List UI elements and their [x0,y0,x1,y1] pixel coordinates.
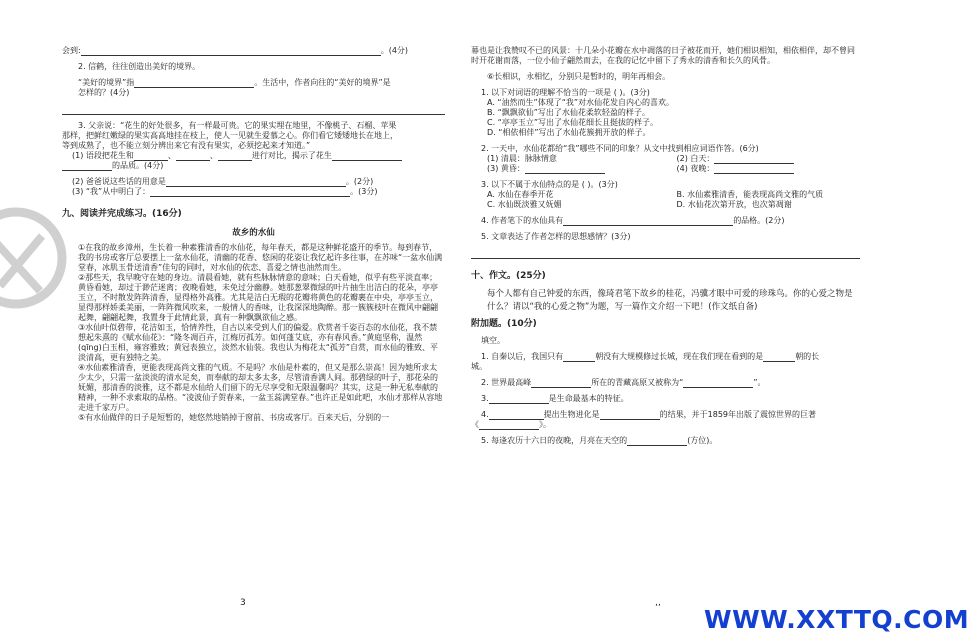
site-watermark: WWW.XXTTQ.COM [704,605,969,634]
option-a[interactable]: A. “油然而生”体现了“我”对水仙花发自内心的喜欢。 [487,98,674,107]
option-c[interactable]: C. 水仙既淡雅又妩媚 [487,200,562,209]
q2-part-b: 。生活中，作者向往的“美好的境界”是 [254,78,391,87]
question-3: 3. 以下不属于水仙特点的是 ( )。(3分) [481,180,618,189]
answer-line[interactable] [627,436,687,446]
bonus-q4-tail [471,420,860,430]
answer-line[interactable] [150,187,350,197]
fill-instruction: 填空。 [481,336,505,346]
question-5: 5. 文章表达了作者怎样的思想感情？(3分) [481,232,631,241]
b2-text-a: 2. 世界最高峰 [481,378,532,388]
answer-line[interactable] [763,352,795,362]
b1-text-c: 朝的长 [795,352,820,362]
answer-line[interactable] [600,410,660,420]
q3-sub-3 [62,187,445,197]
answer-line[interactable] [176,151,210,161]
bonus-q5 [471,436,860,446]
b3-text: 是生命最基本的特征。 [548,394,629,404]
question-2-blank [62,78,445,88]
answer-line[interactable] [489,394,549,404]
answer-line[interactable] [563,216,733,226]
option-d[interactable]: D. “相依相伴”写出了水仙花簇拥开放的样子。 [487,128,651,137]
option-b[interactable]: B. “飘飘欲仙”写出了水仙花柔软轻盈的样子。 [487,108,650,117]
b2-text-b: 所在的青藏高原又被称为“ [591,378,684,388]
answer-line[interactable] [525,164,605,174]
b4-open-quote: 《 [471,420,479,430]
b1-text-b: 朝没有大规模修过长城，现在我们现在看到的是 [595,352,764,362]
option-b[interactable]: B. 水仙素雅清香，能表现高尚文雅的气质 [676,190,824,199]
answer-line[interactable] [714,164,794,174]
q2-3-label: (3) 黄昏： [487,164,525,173]
q2-item-3 [487,164,671,174]
q2-item-2 [677,154,861,164]
answer-line[interactable] [479,420,539,430]
left-column [62,46,445,423]
answer-line[interactable] [134,151,168,161]
answer-line[interactable] [489,410,544,420]
bonus-q1 [471,352,860,362]
b4-text-b: 提出生物进化是 [543,410,600,420]
q3-1-text: (1) 语段把花生和 [72,151,134,160]
q2-part-a: “美好的境界”指 [78,78,135,87]
b4-num: 4. [481,410,489,420]
answer-line[interactable] [332,151,402,161]
meet-label: 会到: [62,46,81,55]
bonus-q4 [471,410,860,420]
q3-sub-1: (1) 语段把花生和 、 、 进行对比，揭示了花生 [62,151,445,161]
story-paragraph: ⑤有水仙做伴的日子是短暂的，她悠然地销掉于窗前、书房或客厅。百来天后，分别的一 [78,412,390,422]
story-paragraph: ④水仙素雅清香，更能表现高尚文雅的气质。不是吗？水仙是朴素的，但又是那么崇高！因为她所求太少太少，只需一盆淡淡的清水足矣，而奉献的却太多太多，尽管清香满人间。那碧绿的叶子，那花朵的妩媚，那清香的淡雅，这不都是水仙给人们留下的无尽享受和无限温馨吗？其实，这是一种无私奉献的精神，一种不求索取的品格。“凌波仙子贺春来，一盆玉蕊满堂春。”也许正是如此吧，水仙才那样从容地走进千家万户。 [78,362,443,412]
b3-num: 3. [481,394,489,404]
question-2-tail: 怎样的？(4分) [78,88,130,97]
page-mark: ‚‚ [655,598,661,608]
b4-text-c: 的结果，并于1859年出版了震惊世界的巨著 [659,410,816,420]
section-9-heading: 九、阅读并完成练习。(16分) [62,209,182,219]
meet-line [62,46,445,56]
answer-line[interactable] [531,378,591,388]
b1-text-a: 1. 自秦以后，我国只有 [481,352,564,362]
q3-3-text: (3) “我”从中明白了： [72,187,151,196]
option-c[interactable]: C. “亭亭玉立”写出了水仙花细长且挺拔的样子。 [487,118,658,127]
option-d[interactable]: D. 水仙花次第开放，也次第凋谢 [676,200,792,209]
answer-line[interactable] [134,78,254,88]
bonus-q1-tail: 城。 [471,362,487,372]
bonus-q2 [471,378,860,388]
story-paragraph: ①在我的故乡漳州，生长着一种素雅清香的水仙花，每年春天，都是这种鲜花盛开的季节。每到春节，我的书房或客厅总要摆上一盆水仙花，清幽的花香、悠闲的花姿让我忆起许多往事，在苏味“一盆水仙满堂春，冰肌玉骨送清香”佳句的同时，对水仙的依恋、喜爱之情也油然而生。 [78,242,443,272]
question-1: 1. 以下对词语的理解不恰当的一项是 ( )。(3分) [481,88,650,97]
section-10-heading: 十、作文。(25分) [471,271,546,281]
option-a[interactable]: A. 水仙在春季开花 [487,190,554,199]
answer-line[interactable] [563,352,595,362]
story-paragraph: ③水仙叶似碧带，花洁如玉，恰情养性，自古以来受到人们的偏爱。欣赏者千姿百态的水仙花，我不禁想起朱熹的《赋水仙花》：“隆冬凋百卉，江梅厉孤芳。如何蓬艾底，亦有春风香。”黄庭坚称，温然(qīng)白玉相，雍容雅致；黄冠表独立，淡然水仙装。我也认为梅花太“孤芳”自赏，而水仙的雅致、平淡清高，更有独特之美。 [78,322,438,362]
story-paragraph: 幕也是让我赞叹不已的风景：十几朵小花瓣在水中凋落的日子被花而开，她们相识相知，相依相伴，却不曾同时开花谢而落，一位小仙子翩然而去，在我的记忆中留下了秀永的清香和长久的风骨。 [471,46,855,65]
answer-line[interactable] [714,154,794,164]
score-label: 。(4分) [380,46,409,55]
q2-item-4 [677,164,861,174]
page-number: 3 [240,598,246,608]
q3-3-score: 。(3分) [350,187,378,196]
essay-prompt [471,288,860,313]
q2-2-label: (2) 白天： [676,154,715,163]
question-4 [471,216,860,226]
q3-2-text: (2) 爸爸说这些话的用意是 [72,177,166,186]
story-body [62,243,445,423]
b5-text-b: (方位)。 [687,436,718,446]
q4-score: 的品格。(2分) [733,216,785,225]
bonus-heading: 附加题。(10分) [471,318,537,329]
answer-line[interactable] [62,104,445,115]
q2-item-1: (1) 清晨：脉脉情意 [487,154,557,163]
story-paragraph: ②那些天，我早晚守在她的身边。清晨看她，就有些脉脉情意的意味；白天看她，似乎有些平淡直率；黄昏看她，却过于渺茫迷离；夜晚看她，未免过分幽静。她那葱翠微绿的叶片抽生出洁白的花朵，亭亭玉立，不时散发阵阵清香，显得格外高雅。尤其是洁白无瑕的花瓣将黄色的花瓣裹在中央，亭亭玉立，显得那样娇柔美丽，一阵阵微风吹来，一般情人的香味，让我深深地陶醉。那一簇簇枝叶在微风中翩翩起舞，翩翩起舞，我置身于此情此景，真有一种飘飘欲仙之感。 [78,272,438,322]
answer-line[interactable] [471,248,860,259]
answer-line[interactable] [683,378,753,388]
answer-line[interactable] [81,46,381,56]
story-continued [471,46,860,66]
essay-paragraph: 每个人都有自己钟爱的东西，像琦君笔下故乡的桂花，冯骥才眼中可爱的珍珠鸟。你的心爱之物是什么？请以“我的心爱之物”为题，写一篇作文介绍一下吧！(作文纸自备) [487,289,853,312]
q4-text: 4. 作者笔下的水仙具有 [481,216,564,225]
bonus-q3 [471,394,860,404]
q3-sub-2 [62,177,445,187]
story-title: 故乡的水仙 [232,228,275,239]
question-2: 2. 信鹤，往往创造出美好的境界。 [78,62,201,71]
question-2: 2. 一天中，水仙花都给“我”哪些不同的印象？从文中找到相应词语作答。(6分) [481,144,759,153]
b2-text-c: ”。 [753,378,766,388]
question-3-line: 那样，把鲜红嫩绿的果实高高地挂在枝上，使人一见就生爱慕之心。你们看它矮矮地长在地上， [62,131,398,140]
q2-4-label: (4) 夜晚： [676,164,715,173]
answer-line[interactable] [166,177,346,187]
q3-sub-1-tail [62,161,445,171]
right-column [471,46,860,446]
story-paragraph: ⑥长相识，永相忆，分别只是暂时的，明年再相会。 [487,72,671,81]
question-3-line: 3. 父亲说：“花生的好处很多，有一样最可贵。它的果实埋在地里，不像桃子、石榴、苹果 [78,121,397,130]
q3-2-score: 。(2分) [345,177,374,186]
answer-line[interactable] [218,151,252,161]
b5-text-a: 5. 每逢农历十六日的夜晚，月亮在天空的 [481,436,628,446]
b4-close-quote: 》。 [539,420,551,430]
q3-1-text-c: 的品质。(4分) [112,161,164,170]
q3-1-text-b: 进行对比，揭示了花生 [251,151,332,160]
answer-line[interactable] [62,161,112,171]
stamp-mark [0,196,66,326]
question-3-line: 等到成熟了，也不能立刻分辨出来它有没有果实，必须挖起来才知道。” [62,141,311,150]
